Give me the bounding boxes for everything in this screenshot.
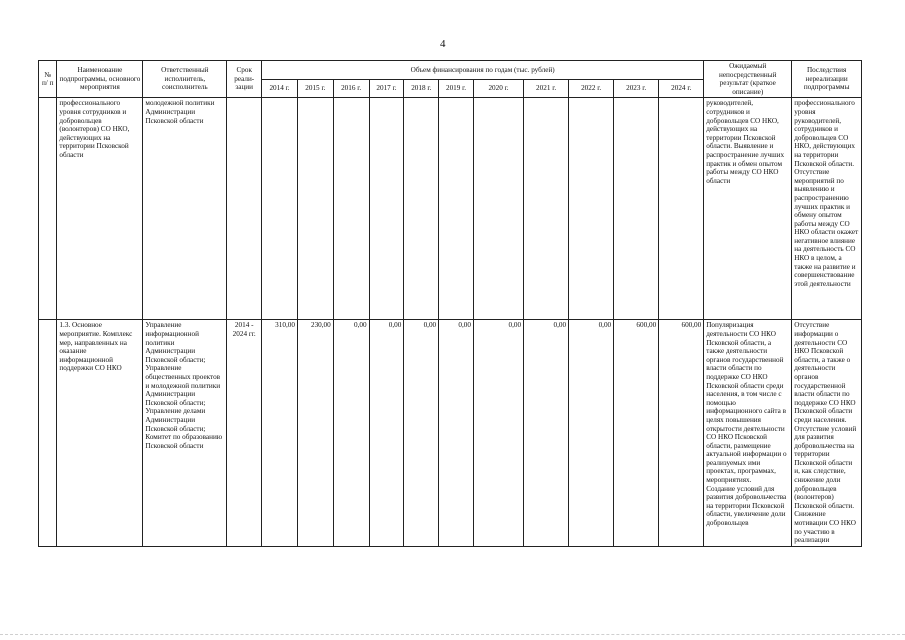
cell-value: 0,00 [369, 320, 404, 546]
cell-value [473, 98, 523, 320]
cell-value [262, 98, 298, 320]
header-year: 2016 г. [333, 79, 369, 98]
page-number: 4 [440, 38, 446, 50]
header-year: 2024 г. [659, 79, 704, 98]
cell-num [39, 98, 57, 320]
cell-value: 0,00 [473, 320, 523, 546]
responsible-entry: Управление делами Администрации Псковской области; [145, 407, 206, 433]
cell-result: руководителей, сотрудников и добровольцев СО НКО, действующих на территории Псковской области. Выявление и распространение лучших практик и обмен опытом работы между СО НКО области [704, 98, 792, 320]
cell-value: 0,00 [439, 320, 474, 546]
header-funding: Объем финансирования по годам (тыс. рублей) [262, 61, 704, 80]
cell-consequences [792, 98, 862, 320]
header-year: 2017 г. [369, 79, 404, 98]
consequence-paragraph: Отсутствие условий для развития добровольчества на территории Псковской области и, как следствие, снижение доли добровольцев (волонтеров) Псковской области. [794, 424, 857, 510]
consequence-paragraph: Снижение мотивации СО НКО по участию в реализации [794, 510, 856, 545]
header-year: 2022 г. [569, 79, 614, 98]
consequence-paragraph: профессионального уровня руководителей, сотрудников и добровольцев СО НКО, действующих на территории Псковской области. [794, 99, 855, 168]
result-paragraph: Создание условий для развития добровольчества на территории Псковской области, увеличение доли добровольцев [706, 484, 787, 528]
cell-value [439, 98, 474, 320]
consequence-paragraph: Отсутствие информации о деятельности СО НКО Псковской области, а также о деятельности органов государственной власти области по поддержке СО НКО Псковской области среди населения. [794, 321, 856, 424]
cell-value: 230,00 [297, 320, 333, 546]
responsible-entry: Управление общественных проектов и молодежной политики Администрации Псковской области; [145, 364, 221, 407]
cell-value: 310,00 [262, 320, 298, 546]
cell-value [333, 98, 369, 320]
cell-value: 600,00 [614, 320, 659, 546]
header-year: 2014 г. [262, 79, 298, 98]
table-row [39, 320, 862, 546]
cell-value: 0,00 [569, 320, 614, 546]
header-year: 2015 г. [297, 79, 333, 98]
header-result: Ожидаемый непосредственный результат (краткое описание) [704, 61, 792, 98]
cell-responsible [143, 320, 227, 546]
cell-name: 1.3. Основное мероприятие. Комплекс мер, направленных на оказание информационной поддержки СО НКО [57, 320, 143, 546]
header-consequences: Последствия нереализации подпрограммы [792, 61, 862, 98]
header-responsible: Ответственный исполнитель, соисполнитель [143, 61, 227, 98]
header-year: 2021 г. [524, 79, 569, 98]
responsible-entry: Комитет по образованию Псковской области [145, 433, 223, 450]
cell-value [614, 98, 659, 320]
header-name: Наименование подпрограммы, основного мероприятия [57, 61, 143, 98]
cell-result [704, 320, 792, 546]
scan-edge-line [0, 634, 905, 635]
header-year: 2019 г. [439, 79, 474, 98]
header-term: Срок реали- зации [227, 61, 262, 98]
responsible-entry: Управление информационной политики Администрации Псковской области; [145, 321, 206, 364]
cell-value [369, 98, 404, 320]
cell-value [297, 98, 333, 320]
consequence-paragraph: Отсутствие мероприятий по выявлению и распространению лучших практик и обмену опытом работы между СО НКО области окажет негативное влияние на деятельность СО НКО в целом, а также на развитие и совершенствование этой деятельности [794, 168, 859, 288]
cell-value [404, 98, 439, 320]
cell-responsible: молодежной политики Администрации Псковской области [143, 98, 227, 320]
cell-term [227, 98, 262, 320]
header-year: 2018 г. [404, 79, 439, 98]
cell-consequences [792, 320, 862, 546]
cell-name: профессионального уровня сотрудников и добровольцев (волонтеров) СО НКО, действующих на территории Псковской области [57, 98, 143, 320]
cell-value: 600,00 [659, 320, 704, 546]
table-row [39, 98, 862, 320]
cell-value: 0,00 [524, 320, 569, 546]
cell-value: 0,00 [404, 320, 439, 546]
cell-value: 0,00 [333, 320, 369, 546]
header-row-1 [39, 61, 862, 80]
header-num: № п/ п [39, 61, 57, 98]
cell-value [524, 98, 569, 320]
cell-num [39, 320, 57, 546]
header-year: 2023 г. [614, 79, 659, 98]
cell-value [659, 98, 704, 320]
result-paragraph: Популяризация деятельности СО НКО Псковской области, а также деятельности органов государственной власти области по поддержке СО НКО Псковской области среди населения, в том числе с помощью информационного сайта в целях повышения открытости деятельности СО НКО Псковской области, размещение актуальной информации о реализуемых ими проектах, программах, мероприятиях. [706, 321, 787, 485]
header-year: 2020 г. [473, 79, 523, 98]
cell-term: 2014 - 2024 гг. [227, 320, 262, 546]
program-table [38, 60, 862, 547]
cell-value [569, 98, 614, 320]
